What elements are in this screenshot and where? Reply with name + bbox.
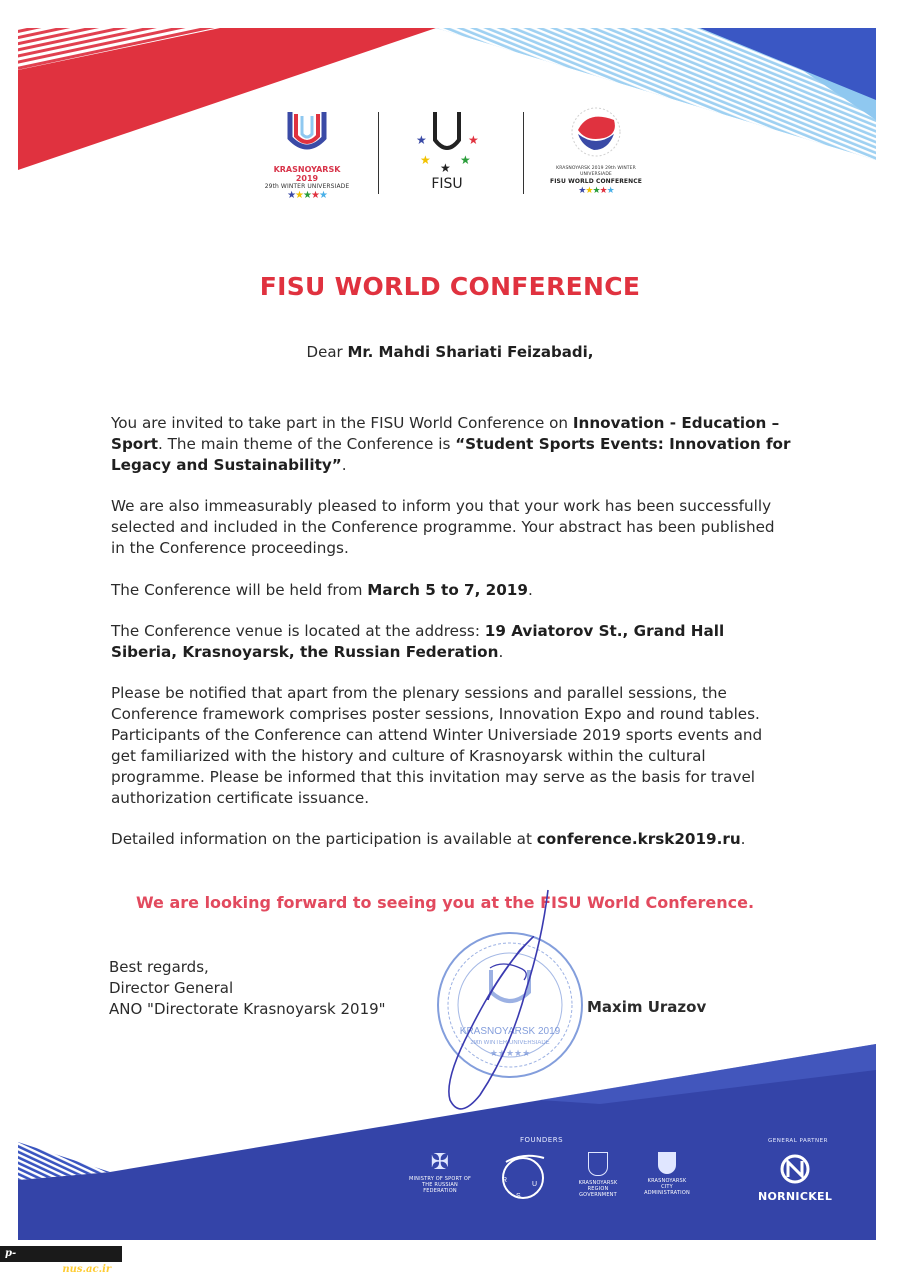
logo-divider <box>378 112 379 194</box>
fisu-logo <box>402 104 492 199</box>
logo-left-subtitle: 29th WINTER UNIVERSIADE <box>264 183 350 190</box>
fisu-world-conference-logo <box>546 104 646 199</box>
svg-text:★: ★ <box>468 133 479 147</box>
stars-icon: ★★★★★ <box>578 186 614 196</box>
p1-text-2: . The main theme of the Conference is <box>158 435 456 453</box>
p4-end: . <box>498 643 504 661</box>
closing-line: We are looking forward to seeing you at the FISU World Conference. <box>135 893 755 912</box>
paragraph-invitation <box>111 413 791 476</box>
signer-name: Maxim Urazov <box>587 998 707 1016</box>
greeting-prefix: Dear <box>306 343 348 361</box>
svg-text:★: ★ <box>416 133 427 147</box>
p1-text: You are invited to take part in the FISU World Conference on <box>111 414 573 432</box>
nornickel-logo-icon <box>775 1153 815 1185</box>
logo-left-title: KRASNOYARSK 2019 <box>273 165 341 183</box>
recipient-name: Mr. Mahdi Shariati Feizabadi, <box>347 343 594 361</box>
founder-ministry-of-sport <box>405 1150 475 1194</box>
svg-text:R: R <box>502 1177 508 1184</box>
logo-right-line1: KRASNOYARSK 2019 29th WINTER UNIVERSIADE <box>556 166 636 177</box>
krasnoyarsk-2019-logo <box>262 108 352 201</box>
founder-1-label: MINISTRY OF SPORT OF THE RUSSIAN FEDERATION <box>408 1176 472 1194</box>
fisu-wordmark: FISU <box>431 176 463 192</box>
greeting <box>0 343 900 361</box>
logo-right-line2: FISU WORLD CONFERENCE <box>550 178 642 185</box>
signoff-title: Director General <box>109 979 234 997</box>
stamp-subtext: 29th WINTER UNIVERSIADE <box>470 1040 550 1046</box>
partner-name: NORNICKEL <box>758 1190 833 1203</box>
founder-krasnoyarsk-city <box>644 1152 690 1196</box>
stars-icon: ★★★★★ <box>287 190 327 201</box>
fisu-emblem-icon <box>402 104 492 174</box>
conference-dates: March 5 to 7, 2019 <box>367 581 528 599</box>
paragraph-selection: We are also immeasurably pleased to inform you that your work has been successfully selected and included in the Conference programme. Your abstract has been published in the Conference proceedings. <box>111 497 775 557</box>
p1-end: . <box>341 456 347 474</box>
watermark <box>0 1246 122 1275</box>
p3-end: . <box>527 581 533 599</box>
paragraph-venue <box>111 621 791 663</box>
venue-address: 19 Aviatorov St., Grand Hall Siberia, Krasnoyarsk, the Russian Federation <box>111 622 725 661</box>
p3-text: The Conference will be held from <box>111 581 368 599</box>
svg-text:★: ★ <box>460 153 471 167</box>
conference-globe-icon <box>546 104 646 162</box>
signoff-block <box>109 957 386 1020</box>
watermark-domain: nus.ac.ir <box>62 1264 112 1275</box>
partner-label: GENERAL PARTNER <box>768 1138 828 1144</box>
p6-text: Detailed information on the participation is available at <box>111 830 537 848</box>
paragraph-programme: Please be notified that apart from the plenary sessions and parallel sessions, the Conference framework comprises poster sessions, Innovation Expo and round tables. Participants of the Conference can attend Winter Universiade 2019 sports events and get familiarized with the history and culture of Krasnoyarsk within the cultural programme. Please be informed that this invitation may serve as the basis for travel authorization certificate issuance. <box>111 684 763 807</box>
founder-krasnoyarsk-region <box>573 1152 623 1198</box>
p4-text: The Conference venue is located at the address: <box>111 622 485 640</box>
universiade-emblem-icon <box>262 108 352 163</box>
founder-3-label: KRASNOYARSK REGION GOVERNMENT <box>578 1180 618 1198</box>
city-coat-of-arms-icon <box>658 1152 676 1174</box>
p1-theme: “Student Sports Events: Innovation for Legacy and Sustainability” <box>111 435 791 474</box>
paragraph-info <box>111 829 791 850</box>
svg-text:★: ★ <box>440 161 451 174</box>
watermark-prefix: p-safadasht. <box>5 1248 63 1275</box>
p1-topic: Innovation - Education – Sport <box>111 414 780 453</box>
svg-text:★★★★★: ★★★★★ <box>489 1049 531 1059</box>
rssu-logo-icon <box>496 1150 550 1202</box>
svg-text:★: ★ <box>420 153 431 167</box>
eagle-emblem-icon: ✠ <box>430 1150 450 1175</box>
region-coat-of-arms-icon <box>588 1152 608 1176</box>
svg-text:S: S <box>516 1193 521 1200</box>
p6-end: . <box>740 830 746 848</box>
stamp-text: KRASNOYARSK 2019 <box>459 1026 561 1037</box>
signoff-regards: Best regards, <box>109 958 209 976</box>
logo-divider <box>523 112 524 194</box>
founder-4-label: KRASNOYARSK CITY ADMINISTRATION <box>644 1178 690 1196</box>
letter-title: FISU WORLD CONFERENCE <box>259 272 641 301</box>
paragraph-dates <box>111 580 791 601</box>
signoff-organization: ANO "Directorate Krasnoyarsk 2019" <box>109 1000 386 1018</box>
founders-label: FOUNDERS <box>520 1136 564 1144</box>
svg-text:U: U <box>532 1181 538 1188</box>
conference-website: conference.krsk2019.ru <box>536 830 741 848</box>
